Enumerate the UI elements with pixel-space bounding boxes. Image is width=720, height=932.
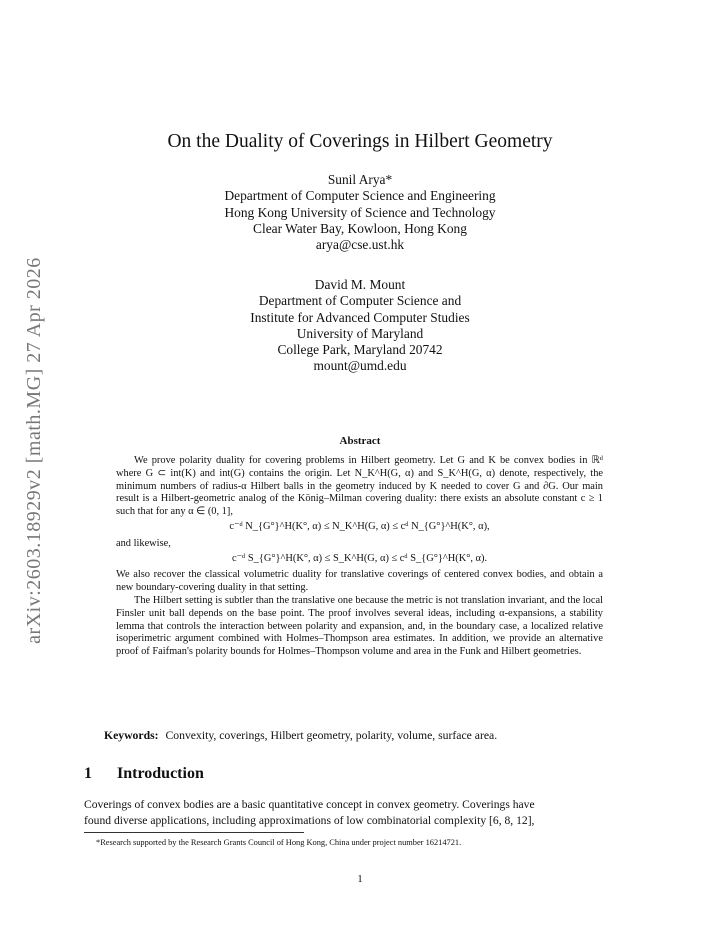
footnote-rule <box>84 832 304 833</box>
author-affiliation: Institute for Advanced Computer Studies <box>250 309 470 325</box>
author-name: Sunil Arya* <box>327 172 393 187</box>
footnote: *Research supported by the Research Grants Council of Hong Kong, China under project number 16214721. <box>96 838 462 847</box>
paper-title: On the Duality of Coverings in Hilbert Geometry <box>167 131 553 152</box>
intro-paragraph <box>84 797 635 830</box>
author-affiliation: University of Maryland <box>296 325 424 341</box>
section-number: 1 <box>84 765 92 782</box>
author-email: mount@umd.edu <box>313 358 407 374</box>
author-email: arya@cse.ust.hk <box>315 237 405 253</box>
keywords-text: Convexity, coverings, Hilbert geometry, polarity, volume, surface area. <box>165 729 498 742</box>
abstract-equation: c⁻ᵈ N_{G°}^H(K°, α) ≤ N_K^H(G, α) ≤ cᵈ N_{G°}^H(K°, α), <box>229 520 490 532</box>
author-affiliation: Department of Computer Science and <box>258 293 462 309</box>
abstract-paragraph: The Hilbert setting is subtler than the translative one because the metric is not translation invariant, and the local Finsler unit ball depends on the base point. The proof involves several ideas, including α-expansions, a stability lemma that controls the interaction between polarity and expansion, and, in the boundary case, a localized relative isoperimetric argument combined with Holmes–Thompson area estimates. In addition, we provide an alternative proof of Faifman's polarity bounds for Holmes–Thompson volume and area in the Funk and Hilbert geometries. <box>116 594 603 658</box>
author-name: David M. Mount <box>314 277 406 292</box>
section-title: Introduction <box>117 765 204 782</box>
abstract-paragraph: We prove polarity duality for covering problems in Hilbert geometry. Let G and K be convex bodies in ℝᵈ where G ⊂ int(K) and int(G) contains the origin. Let N_K^H(G, α) and S_K^H(G, α) denote, respectively, the minimum numbers of radius-α Hilbert balls in the geometry induced by K needed to cover G and ∂G. Our main result is a Hilbert-geometric analog of the König–Milman covering duality: there exists an absolute constant c ≥ 1 such that for any α ∈ (0, 1], <box>116 455 603 518</box>
section-heading <box>84 765 204 783</box>
author-address: Clear Water Bay, Kowloon, Hong Kong <box>253 220 467 236</box>
author-affiliation: Department of Computer Science and Engineering <box>224 188 496 204</box>
author-block-1 <box>0 172 720 253</box>
keywords-label: Keywords: <box>104 729 159 742</box>
keywords <box>104 729 624 742</box>
abstract-paragraph: We also recover the classical volumetric duality for translative coverings of centered convex bodies, and obtain a new boundary-covering duality in that setting. <box>116 569 603 594</box>
abstract-paragraph: and likewise, <box>116 537 171 549</box>
intro-line: found diverse applications, including approximations of low combinatorial complexity [6, 8, 12], <box>84 814 535 828</box>
arxiv-identifier-text: arXiv:2603.18929v2 [math.MG] 27 Apr 2026 <box>22 256 45 644</box>
abstract-body <box>116 455 603 659</box>
abstract-equation: c⁻ᵈ S_{G°}^H(K°, α) ≤ S_K^H(G, α) ≤ cᵈ S_{G°}^H(K°, α). <box>231 552 488 564</box>
author-address: College Park, Maryland 20742 <box>277 342 443 358</box>
author-block-2 <box>0 277 720 375</box>
intro-line: Coverings of convex bodies are a basic quantitative concept in convex geometry. Coverings have <box>84 798 535 811</box>
page-number: 1 <box>357 873 363 885</box>
author-affiliation: Hong Kong University of Science and Technology <box>224 204 496 220</box>
abstract-heading: Abstract <box>339 435 381 447</box>
